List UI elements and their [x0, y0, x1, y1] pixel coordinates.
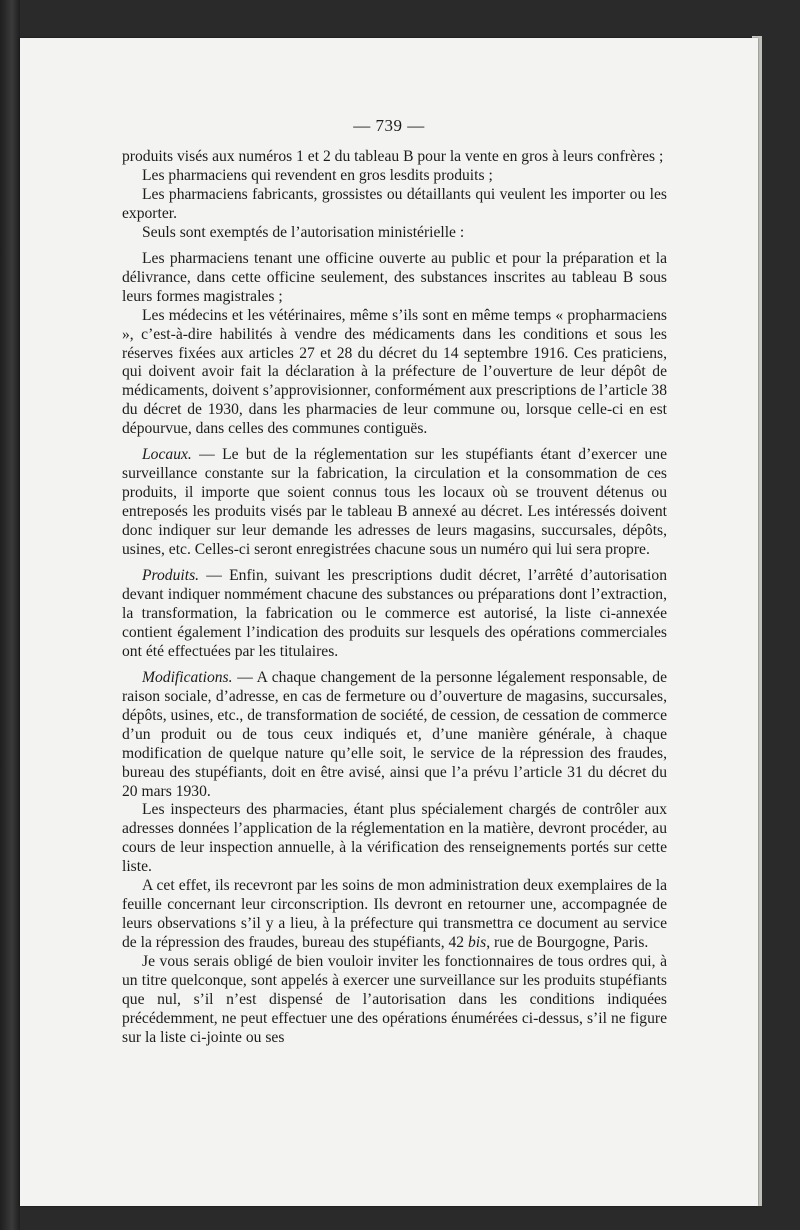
page-number: — 739 — — [353, 116, 425, 135]
paragraph-body: , rue de Bourgogne, Paris. — [486, 934, 649, 952]
paragraph-body: A cet effet, ils recevront par les soins de mon administration deux exemplaires de la feuille concernant leur circonscription. Ils devront en retourner une, accompagnée de leurs observations s’il y a lieu, à la préfecture qui transmettra ce document au service de la répression des fraudes, bureau des stupéfiants, 42 — [122, 877, 667, 952]
paragraph — [122, 877, 667, 953]
paragraph-produits — [122, 567, 667, 662]
paragraph: Je vous serais obligé de bien vouloir inviter les fonctionnaires de tous ordres qui, à un titre quelconque, sont appelés à exercer une surveillance sur les produits stupéfiants que nul, s’il n’est dispensé de l’autorisation dans les conditions indiquées précédemment, ne peut effectuer une des opérations énumérées ci-dessus, s’il ne figure sur la liste ci-jointe ou ses — [122, 953, 667, 1046]
bis-word: bis — [468, 934, 487, 952]
section-heading-modifications: Modifications. — [142, 668, 233, 686]
paragraph-body: — Enfin, suivant les prescriptions dudit décret, l’arrêté d’autorisation devant indiquer nommément chacune des substances ou préparations dont l’extraction, la transformation, la fabrication ou le commerce est autorisé, la liste ci-annexée contient également l’indication des produits sur lesquels des opérations commerciales ont été effectuées par les titulaires. — [122, 567, 667, 660]
section-heading-produits: Produits. — [142, 567, 200, 585]
paragraph: Les inspecteurs des pharmacies, étant plus spécialement chargés de contrôler aux adresses données l’application de la réglementation en la matière, devront procéder, au cours de leur inspection annuelle, à la vérification des renseignements portés sur cette liste. — [122, 801, 667, 876]
document-page — [20, 38, 758, 1206]
paragraph: Seuls sont exemptés de l’autorisation ministérielle : — [142, 223, 465, 241]
paragraph: Les médecins et les vétérinaires, même s’ils sont en même temps « propharmaciens », c’est-à-dire habilités à vendre des médicaments dans les conditions et sous les réserves fixées aux articles 27 et 28 du décret du 14 septembre 1916. Ces praticiens, qui doivent avoir fait la déclaration à la préfecture de l’ouverture de leur dépôt de médicaments, doivent s’approvisionner, conformément aux prescriptions de l’article 38 du décret de 1930, dans les pharmacies de leur commune ou, lorsque celle-ci en est dépourvue, dans celles des communes contiguës. — [122, 306, 667, 438]
paragraph: produits visés aux numéros 1 et 2 du tableau B pour la vente en gros à leurs confrères ; — [122, 148, 664, 165]
paragraph-modifications — [122, 669, 667, 802]
body-text — [122, 148, 667, 1048]
paragraph: Les pharmaciens fabricants, grossistes ou détaillants qui veulent les importer ou les exporter. — [122, 185, 667, 222]
section-heading-locaux: Locaux. — [142, 446, 192, 464]
paragraph-locaux — [122, 446, 667, 560]
paragraph: Les pharmaciens qui revendent en gros lesdits produits ; — [142, 166, 493, 184]
paragraph: Les pharmaciens tenant une officine ouverte au public et pour la préparation et la délivrance, dans cette officine seulement, des substances inscrites au tableau B sous leurs formes magistrales ; — [122, 249, 667, 305]
scanner-left-margin — [0, 0, 20, 1230]
paragraph-body: — Le but de la réglementation sur les stupéfiants étant d’exercer une surveillance constante sur la fabrication, la circulation et la consommation de ces produits, il importe que soient connus tous les locaux où se trouvent détenus ou entreposés les produits visés par le tableau B annexé au décret. Les intéressés doivent donc indiquer sur leur demande les adresses de leurs magasins, succursales, dépôts, usines, etc. Celles-ci seront enregistrées chacune sous un numéro qui lui sera propre. — [122, 446, 667, 559]
paragraph-body: — A chaque changement de la personne légalement responsable, de raison sociale, d’adresse, en cas de fermeture ou d’ouverture de magasins, succursales, dépôts, usines, etc., de transformation de société, de cession, de cessation de commerce d’un produit ou de tous ceux indiqués et, d’une manière générale, à chaque modification de quelque nature qu’elle soit, le service de la répression des fraudes, bureau des stupéfiants, doit en être avisé, ainsi que l’a prévu l’article 31 du décret du 20 mars 1930. — [122, 668, 667, 800]
